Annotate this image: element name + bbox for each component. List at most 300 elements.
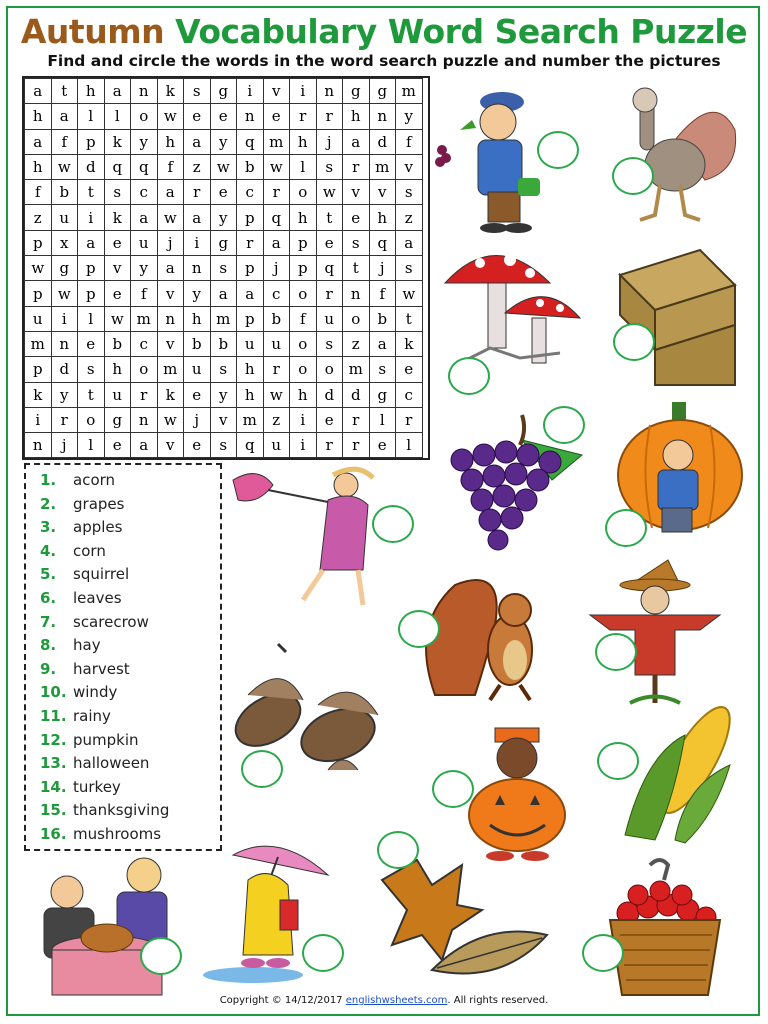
grid-cell[interactable]: m bbox=[25, 331, 52, 356]
word-list-item bbox=[40, 660, 130, 678]
grid-cell[interactable]: p bbox=[290, 230, 317, 255]
grid-cell[interactable]: h bbox=[237, 357, 264, 382]
grid-cell[interactable]: i bbox=[290, 433, 317, 458]
word-text: hay bbox=[73, 636, 101, 655]
grid-cell[interactable]: a bbox=[131, 433, 158, 458]
grid-cell[interactable]: f bbox=[290, 306, 317, 331]
grid-row bbox=[25, 104, 423, 129]
answer-circle-apples[interactable] bbox=[582, 934, 624, 972]
grid-cell[interactable]: r bbox=[263, 357, 290, 382]
grid-cell[interactable]: p bbox=[78, 281, 105, 306]
answer-circle-mushrooms[interactable] bbox=[448, 357, 490, 395]
word-list-item bbox=[40, 707, 111, 725]
grid-cell[interactable]: j bbox=[184, 407, 211, 432]
grid-cell[interactable]: d bbox=[51, 357, 78, 382]
grid-cell[interactable]: b bbox=[104, 331, 131, 356]
grid-cell[interactable]: n bbox=[131, 79, 158, 104]
grid-cell[interactable]: e bbox=[369, 433, 396, 458]
thanksgiving-icon bbox=[22, 850, 192, 1000]
grid-cell[interactable]: e bbox=[184, 433, 211, 458]
grid-cell[interactable]: w bbox=[51, 281, 78, 306]
grid-cell[interactable]: r bbox=[131, 382, 158, 407]
word-text: scarecrow bbox=[73, 612, 149, 631]
grid-cell[interactable]: p bbox=[237, 306, 264, 331]
grid-row bbox=[25, 331, 423, 356]
grid-cell[interactable]: d bbox=[78, 154, 105, 179]
grid-cell[interactable]: r bbox=[343, 433, 370, 458]
word-search-grid[interactable] bbox=[24, 78, 423, 458]
grid-row bbox=[25, 79, 423, 104]
grid-cell[interactable]: k bbox=[157, 382, 184, 407]
grid-row bbox=[25, 129, 423, 154]
grid-cell[interactable]: r bbox=[316, 281, 343, 306]
grid-cell[interactable]: h bbox=[157, 129, 184, 154]
grid-cell[interactable]: a bbox=[237, 281, 264, 306]
grid-cell[interactable]: r bbox=[316, 104, 343, 129]
grid-cell[interactable]: j bbox=[369, 256, 396, 281]
grid-cell[interactable]: v bbox=[210, 407, 237, 432]
grid-cell[interactable]: c bbox=[237, 180, 264, 205]
grid-cell[interactable]: i bbox=[184, 230, 211, 255]
grid-row bbox=[25, 180, 423, 205]
grid-cell[interactable]: o bbox=[290, 281, 317, 306]
grid-cell[interactable]: r bbox=[290, 104, 317, 129]
grid-cell[interactable]: l bbox=[290, 154, 317, 179]
grid-cell[interactable]: n bbox=[369, 104, 396, 129]
grid-cell[interactable]: j bbox=[316, 129, 343, 154]
grid-cell[interactable]: a bbox=[369, 331, 396, 356]
grid-cell[interactable]: n bbox=[237, 104, 264, 129]
grid-cell[interactable]: m bbox=[157, 357, 184, 382]
grid-cell[interactable]: s bbox=[316, 154, 343, 179]
grid-cell[interactable]: n bbox=[184, 256, 211, 281]
grid-cell[interactable]: v bbox=[157, 331, 184, 356]
grid-cell[interactable]: g bbox=[369, 382, 396, 407]
copyright-link[interactable]: englishwsheets.com bbox=[345, 995, 448, 1006]
grid-cell[interactable]: p bbox=[25, 281, 52, 306]
grid-cell[interactable]: x bbox=[51, 230, 78, 255]
grid-cell[interactable]: w bbox=[157, 205, 184, 230]
grid-cell[interactable]: c bbox=[131, 180, 158, 205]
word-list-item bbox=[40, 825, 161, 843]
grid-cell[interactable]: u bbox=[104, 382, 131, 407]
grid-cell[interactable]: u bbox=[184, 357, 211, 382]
grid-cell[interactable]: l bbox=[396, 433, 423, 458]
word-text: apples bbox=[73, 518, 123, 537]
grid-cell[interactable]: y bbox=[210, 129, 237, 154]
grid-cell[interactable]: c bbox=[263, 281, 290, 306]
grid-cell[interactable]: a bbox=[184, 205, 211, 230]
grid-cell[interactable]: k bbox=[396, 331, 423, 356]
grid-cell[interactable]: m bbox=[210, 306, 237, 331]
grid-cell[interactable]: s bbox=[396, 180, 423, 205]
grid-cell[interactable]: f bbox=[396, 129, 423, 154]
grid-cell[interactable]: e bbox=[104, 433, 131, 458]
grid-cell[interactable]: e bbox=[184, 104, 211, 129]
grid-cell[interactable]: s bbox=[316, 331, 343, 356]
grid-cell[interactable]: n bbox=[316, 79, 343, 104]
grid-cell[interactable]: a bbox=[131, 205, 158, 230]
grid-cell[interactable]: e bbox=[396, 357, 423, 382]
grid-cell[interactable]: o bbox=[131, 357, 158, 382]
word-text: halloween bbox=[73, 754, 150, 773]
grid-cell[interactable]: w bbox=[157, 407, 184, 432]
grid-cell[interactable]: h bbox=[104, 357, 131, 382]
grid-cell[interactable]: i bbox=[290, 79, 317, 104]
answer-circle-thanksgiving[interactable] bbox=[140, 937, 182, 975]
grid-cell[interactable]: g bbox=[369, 79, 396, 104]
grid-cell[interactable]: a bbox=[157, 180, 184, 205]
grid-cell[interactable]: e bbox=[316, 407, 343, 432]
grid-row bbox=[25, 357, 423, 382]
grid-cell[interactable]: f bbox=[51, 129, 78, 154]
word-number: 11. bbox=[40, 707, 67, 725]
grid-cell[interactable]: q bbox=[131, 154, 158, 179]
grid-cell[interactable]: h bbox=[290, 205, 317, 230]
grid-row bbox=[25, 154, 423, 179]
grid-cell[interactable]: v bbox=[157, 433, 184, 458]
grid-cell[interactable]: s bbox=[210, 256, 237, 281]
word-text: acorn bbox=[73, 471, 116, 489]
grid-cell[interactable]: w bbox=[51, 154, 78, 179]
copyright-notice bbox=[0, 995, 768, 1006]
grid-cell[interactable]: t bbox=[396, 306, 423, 331]
grid-cell[interactable]: e bbox=[343, 205, 370, 230]
grid-cell[interactable]: p bbox=[25, 357, 52, 382]
grid-cell[interactable]: d bbox=[316, 382, 343, 407]
grid-cell[interactable]: s bbox=[210, 357, 237, 382]
grid-cell[interactable]: z bbox=[396, 205, 423, 230]
grid-cell[interactable]: v bbox=[343, 180, 370, 205]
grid-cell[interactable]: g bbox=[210, 230, 237, 255]
word-list bbox=[24, 463, 222, 851]
grid-cell[interactable]: v bbox=[157, 281, 184, 306]
grid-cell[interactable]: h bbox=[343, 104, 370, 129]
answer-circle-turkey[interactable] bbox=[612, 157, 654, 195]
answer-circle-corn[interactable] bbox=[597, 742, 639, 780]
grid-cell[interactable]: a bbox=[184, 129, 211, 154]
word-text: pumpkin bbox=[73, 730, 139, 749]
grid-cell[interactable]: a bbox=[25, 79, 52, 104]
word-list-item bbox=[40, 471, 115, 489]
grid-cell[interactable]: h bbox=[184, 306, 211, 331]
grid-cell[interactable]: s bbox=[78, 357, 105, 382]
grid-cell[interactable]: r bbox=[316, 433, 343, 458]
grid-cell[interactable]: p bbox=[290, 256, 317, 281]
grid-cell[interactable]: z bbox=[184, 154, 211, 179]
grid-cell[interactable]: m bbox=[369, 154, 396, 179]
word-list-item bbox=[40, 636, 101, 654]
grid-cell[interactable]: p bbox=[25, 230, 52, 255]
grid-cell[interactable]: u bbox=[263, 331, 290, 356]
grid-cell[interactable]: j bbox=[157, 230, 184, 255]
grid-cell[interactable]: u bbox=[263, 433, 290, 458]
grid-cell[interactable]: y bbox=[131, 256, 158, 281]
grid-cell[interactable]: h bbox=[78, 79, 105, 104]
grid-cell[interactable]: v bbox=[104, 256, 131, 281]
grid-cell[interactable]: i bbox=[237, 79, 264, 104]
grid-row bbox=[25, 230, 423, 255]
grid-cell[interactable]: q bbox=[316, 256, 343, 281]
grid-cell[interactable]: i bbox=[290, 407, 317, 432]
grid-cell[interactable]: w bbox=[396, 281, 423, 306]
grid-cell[interactable]: e bbox=[78, 331, 105, 356]
grid-cell[interactable]: v bbox=[263, 79, 290, 104]
grid-cell[interactable]: w bbox=[157, 104, 184, 129]
grid-cell[interactable]: p bbox=[237, 205, 264, 230]
word-list-item bbox=[40, 683, 117, 701]
grid-cell[interactable]: e bbox=[210, 180, 237, 205]
word-number: 7. bbox=[40, 612, 57, 631]
grid-cell[interactable]: a bbox=[396, 230, 423, 255]
grid-cell[interactable]: j bbox=[51, 433, 78, 458]
grid-cell[interactable]: m bbox=[131, 306, 158, 331]
grid-cell[interactable]: l bbox=[78, 433, 105, 458]
scarecrow-icon bbox=[580, 555, 735, 710]
word-number: 5. bbox=[40, 565, 57, 584]
grid-cell[interactable]: z bbox=[263, 407, 290, 432]
grid-cell[interactable]: u bbox=[25, 306, 52, 331]
grid-cell[interactable]: e bbox=[104, 230, 131, 255]
grid-cell[interactable]: r bbox=[343, 154, 370, 179]
grid-cell[interactable]: k bbox=[157, 79, 184, 104]
grid-cell[interactable]: s bbox=[396, 256, 423, 281]
grid-cell[interactable]: s bbox=[104, 180, 131, 205]
grid-cell[interactable]: p bbox=[237, 256, 264, 281]
turkey-icon bbox=[605, 80, 745, 230]
grid-cell[interactable]: m bbox=[396, 79, 423, 104]
word-text: thanksgiving bbox=[73, 801, 170, 820]
grid-cell[interactable]: a bbox=[104, 79, 131, 104]
grid-cell[interactable]: k bbox=[104, 129, 131, 154]
grid-cell[interactable]: b bbox=[210, 331, 237, 356]
word-list-item bbox=[40, 778, 121, 796]
word-text: grapes bbox=[73, 494, 125, 513]
word-text: leaves bbox=[73, 589, 122, 607]
grid-cell[interactable]: l bbox=[369, 407, 396, 432]
word-text: squirrel bbox=[73, 565, 130, 584]
word-number: 3. bbox=[40, 518, 57, 537]
grid-cell[interactable]: h bbox=[237, 382, 264, 407]
grid-cell[interactable]: o bbox=[290, 357, 317, 382]
grid-cell[interactable]: b bbox=[263, 306, 290, 331]
grid-cell[interactable]: s bbox=[184, 79, 211, 104]
answer-circle-harvest[interactable] bbox=[537, 131, 579, 169]
grid-cell[interactable]: v bbox=[369, 180, 396, 205]
grid-cell[interactable]: b bbox=[369, 306, 396, 331]
copyright-suffix: . All rights reserved. bbox=[447, 995, 549, 1006]
grid-cell[interactable]: w bbox=[25, 256, 52, 281]
word-list-item bbox=[40, 542, 106, 560]
grid-cell[interactable]: r bbox=[184, 180, 211, 205]
word-list-item bbox=[40, 754, 149, 772]
grid-row bbox=[25, 205, 423, 230]
grid-cell[interactable]: f bbox=[369, 281, 396, 306]
grid-cell[interactable]: y bbox=[184, 281, 211, 306]
grid-cell[interactable]: n bbox=[157, 306, 184, 331]
grid-cell[interactable]: n bbox=[343, 281, 370, 306]
answer-circle-halloween[interactable] bbox=[432, 770, 474, 808]
grid-cell[interactable]: q bbox=[263, 205, 290, 230]
grid-cell[interactable]: w bbox=[104, 306, 131, 331]
page-title bbox=[0, 12, 768, 51]
grid-cell[interactable]: o bbox=[131, 104, 158, 129]
grid-cell[interactable]: m bbox=[263, 129, 290, 154]
grid-cell[interactable]: g bbox=[51, 256, 78, 281]
answer-circle-windy[interactable] bbox=[372, 505, 414, 543]
grid-cell[interactable]: y bbox=[210, 205, 237, 230]
word-list-item bbox=[40, 731, 139, 749]
grid-cell[interactable]: v bbox=[396, 154, 423, 179]
grid-cell[interactable]: c bbox=[396, 382, 423, 407]
grid-cell[interactable]: y bbox=[51, 382, 78, 407]
grid-cell[interactable]: q bbox=[104, 154, 131, 179]
grid-cell[interactable]: g bbox=[210, 79, 237, 104]
grid-cell[interactable]: z bbox=[25, 205, 52, 230]
word-text: harvest bbox=[73, 659, 130, 678]
grid-cell[interactable]: z bbox=[343, 331, 370, 356]
grid-cell[interactable]: h bbox=[290, 129, 317, 154]
answer-circle-leaves[interactable] bbox=[377, 831, 419, 869]
grid-cell[interactable]: o bbox=[290, 180, 317, 205]
grid-cell[interactable]: n bbox=[25, 433, 52, 458]
grid-cell[interactable]: k bbox=[104, 205, 131, 230]
grid-cell[interactable]: a bbox=[51, 104, 78, 129]
grid-cell[interactable]: c bbox=[131, 331, 158, 356]
grid-cell[interactable]: y bbox=[210, 382, 237, 407]
answer-circle-rainy[interactable] bbox=[302, 934, 344, 972]
grid-cell[interactable]: o bbox=[290, 331, 317, 356]
grid-cell[interactable]: b bbox=[51, 180, 78, 205]
grid-cell[interactable]: n bbox=[131, 407, 158, 432]
word-number: 2. bbox=[40, 494, 57, 513]
grid-cell[interactable]: f bbox=[25, 180, 52, 205]
grid-row bbox=[25, 382, 423, 407]
grid-cell[interactable]: a bbox=[25, 129, 52, 154]
answer-circle-squirrel[interactable] bbox=[398, 610, 440, 648]
grid-cell[interactable]: u bbox=[237, 331, 264, 356]
grid-cell[interactable]: q bbox=[237, 433, 264, 458]
grid-cell[interactable]: j bbox=[263, 256, 290, 281]
grid-cell[interactable]: u bbox=[131, 230, 158, 255]
word-text: mushrooms bbox=[73, 825, 162, 843]
answer-circle-pumpkin[interactable] bbox=[605, 509, 647, 547]
grid-row bbox=[25, 281, 423, 306]
answer-circle-scarecrow[interactable] bbox=[595, 633, 637, 671]
grid-cell[interactable]: m bbox=[343, 357, 370, 382]
grid-cell[interactable]: i bbox=[25, 407, 52, 432]
grid-cell[interactable]: a bbox=[157, 256, 184, 281]
grid-cell[interactable]: r bbox=[51, 407, 78, 432]
word-number: 16. bbox=[40, 825, 67, 843]
grid-cell[interactable]: f bbox=[131, 281, 158, 306]
grid-cell[interactable]: e bbox=[210, 104, 237, 129]
grid-cell[interactable]: g bbox=[104, 407, 131, 432]
grid-cell[interactable]: t bbox=[51, 79, 78, 104]
word-number: 13. bbox=[40, 754, 67, 773]
grid-cell[interactable]: s bbox=[343, 230, 370, 255]
grid-cell[interactable]: e bbox=[104, 281, 131, 306]
grid-cell[interactable]: h bbox=[25, 154, 52, 179]
grid-cell[interactable]: p bbox=[78, 129, 105, 154]
grid-cell[interactable]: y bbox=[131, 129, 158, 154]
grid-cell[interactable]: h bbox=[25, 104, 52, 129]
grid-cell[interactable]: h bbox=[290, 382, 317, 407]
grid-cell[interactable]: d bbox=[343, 382, 370, 407]
grid-cell[interactable]: e bbox=[184, 382, 211, 407]
word-number: 10. bbox=[40, 683, 67, 702]
grid-cell[interactable]: q bbox=[369, 230, 396, 255]
grid-cell[interactable]: w bbox=[210, 154, 237, 179]
grid-cell[interactable]: e bbox=[316, 230, 343, 255]
grid-cell[interactable]: r bbox=[396, 407, 423, 432]
grid-cell[interactable]: u bbox=[316, 306, 343, 331]
grid-cell[interactable]: e bbox=[263, 104, 290, 129]
apples-icon bbox=[590, 855, 735, 1005]
grid-cell[interactable]: t bbox=[78, 382, 105, 407]
grid-cell[interactable]: b bbox=[237, 154, 264, 179]
grid-cell[interactable]: a bbox=[343, 129, 370, 154]
halloween-icon bbox=[460, 720, 575, 865]
word-text: corn bbox=[73, 541, 106, 560]
grid-cell[interactable]: b bbox=[184, 331, 211, 356]
grid-cell[interactable]: g bbox=[343, 79, 370, 104]
grid-cell[interactable]: o bbox=[316, 357, 343, 382]
answer-circle-grapes[interactable] bbox=[543, 406, 585, 444]
grid-cell[interactable]: p bbox=[78, 256, 105, 281]
grid-cell[interactable]: a bbox=[210, 281, 237, 306]
grid-cell[interactable]: f bbox=[157, 154, 184, 179]
grid-cell[interactable]: t bbox=[78, 180, 105, 205]
grid-cell[interactable]: n bbox=[51, 331, 78, 356]
grid-cell[interactable]: i bbox=[78, 205, 105, 230]
grid-cell[interactable]: k bbox=[25, 382, 52, 407]
grid-cell[interactable]: t bbox=[343, 256, 370, 281]
grid-cell[interactable]: u bbox=[51, 205, 78, 230]
grid-cell[interactable]: y bbox=[396, 104, 423, 129]
grid-cell[interactable]: l bbox=[104, 104, 131, 129]
answer-circle-hay[interactable] bbox=[613, 323, 655, 361]
windy-icon bbox=[228, 460, 388, 615]
grid-cell[interactable]: h bbox=[369, 205, 396, 230]
grid-cell[interactable]: s bbox=[369, 357, 396, 382]
grid-cell[interactable]: t bbox=[316, 205, 343, 230]
grid-cell[interactable]: w bbox=[316, 180, 343, 205]
grid-cell[interactable]: a bbox=[78, 230, 105, 255]
word-number: 6. bbox=[40, 589, 57, 607]
title-word-autumn: Autumn bbox=[20, 12, 165, 51]
grid-cell[interactable]: r bbox=[343, 407, 370, 432]
grid-cell[interactable]: o bbox=[78, 407, 105, 432]
instructions: Find and circle the words in the word search puzzle and number the pictures bbox=[47, 52, 721, 70]
grid-cell[interactable]: l bbox=[78, 306, 105, 331]
grid-cell[interactable]: r bbox=[263, 180, 290, 205]
grid-row bbox=[25, 256, 423, 281]
grid-cell[interactable]: s bbox=[210, 433, 237, 458]
grid-cell[interactable]: w bbox=[263, 382, 290, 407]
grid-cell[interactable]: w bbox=[263, 154, 290, 179]
grid-cell[interactable]: o bbox=[343, 306, 370, 331]
grid-cell[interactable]: l bbox=[78, 104, 105, 129]
answer-circle-acorn[interactable] bbox=[241, 750, 283, 788]
grid-cell[interactable]: m bbox=[237, 407, 264, 432]
grid-cell[interactable]: d bbox=[369, 129, 396, 154]
word-list-item bbox=[40, 518, 122, 536]
grid-cell[interactable]: a bbox=[263, 230, 290, 255]
grid-cell[interactable]: q bbox=[237, 129, 264, 154]
grid-cell[interactable]: r bbox=[237, 230, 264, 255]
grid-cell[interactable]: i bbox=[51, 306, 78, 331]
